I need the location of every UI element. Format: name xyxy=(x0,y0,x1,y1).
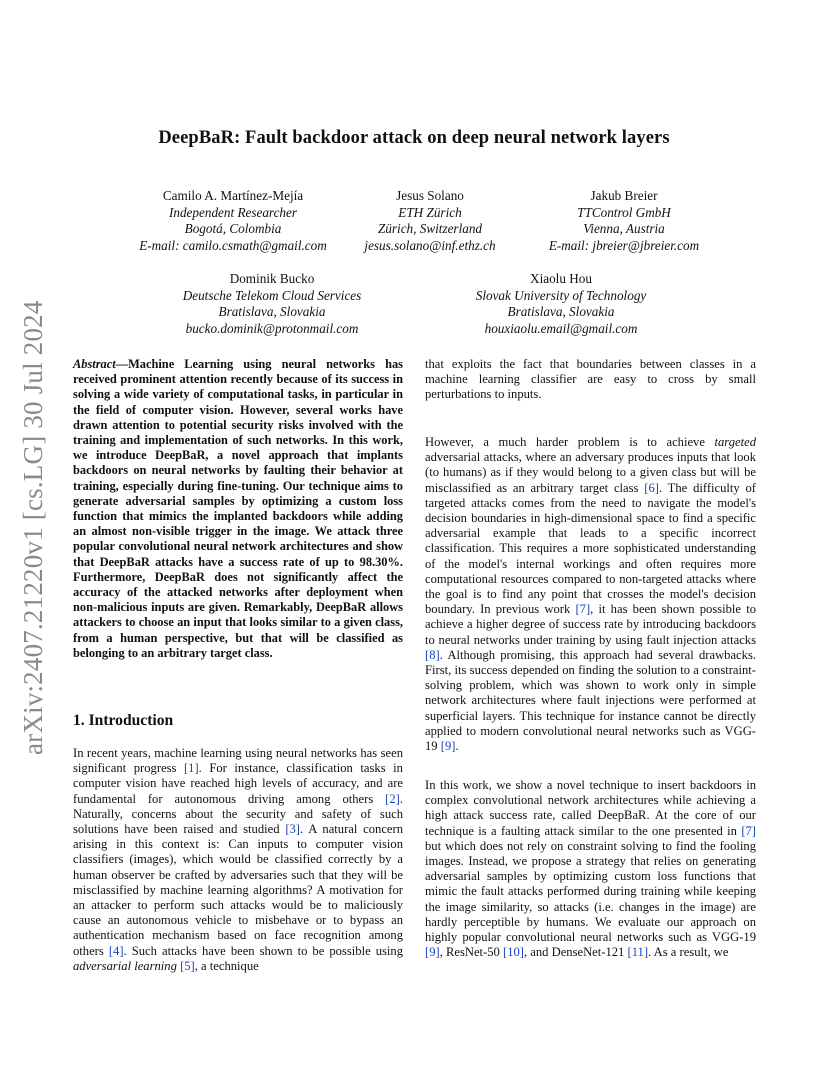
citation-link[interactable]: [9] xyxy=(425,945,440,960)
text-run: . Naturally, concerns about the security and safety of such solutions have been raised and studied xyxy=(73,791,403,837)
text-run: . For instance, classification tasks in computer vision have reached high levels of accuracy, and are fundamental for autonomous driving among others xyxy=(73,761,403,806)
paper-title: DeepBaR: Fault backdoor attack on deep neural network layers xyxy=(158,128,670,148)
citation-link[interactable]: [2] xyxy=(385,791,400,806)
text-run: adversarial attacks, where an adversary produces inputs that look (to humans) as if they would belong to a given class but will be misclassified as an arbitrary target class xyxy=(425,450,756,495)
text-run: , it has been shown possible to achieve a higher degree of success rate by introducing backdoors to neural networks under training by using fault injection attacks xyxy=(425,602,757,647)
right-paragraph-3 xyxy=(425,778,756,960)
citation-link[interactable]: [8] xyxy=(425,647,440,662)
text-run: that exploits the fact that boundaries between classes in a machine learning classifier are easy to cross by small perturbations to inputs. xyxy=(425,357,756,402)
text-run: . The difficulty of targeted attacks comes from the need to navigate the model's decision boundaries in high-dimensional space to find a specific adversarial example that leads to a specific incorrect classification. This requires a more sophisticated understanding of the model's internal workings and often requires more computational resources compared to non-targeted attacks where the goal is to find any point that crosses the model's decision boundary. In previous work xyxy=(425,480,757,617)
author-affiliation: Slovak University of Technology xyxy=(475,287,647,303)
abstract xyxy=(73,357,403,661)
citation-link[interactable]: [10] xyxy=(503,945,524,960)
abstract-label: Abstract xyxy=(73,357,116,371)
author-location: Zürich, Switzerland xyxy=(377,221,483,237)
abstract-text: —Machine Learning using neural networks has received prominent attention recently because of its success in solving a wide variety of computational tasks, in particular in the field of computer vision. However, several works have drawn attention to potential security risks involved with the training and implementation of such networks. In this work, we introduce DeepBaR, a novel approach that implants backdoors on neural networks by faulting their behavior at training, especially during fine-tuning. Our technique aims to generate adversarial samples by optimizing a custom loss function that mimics the implanted backdoors while adding an almost non-visible trigger in the image. We attack three popular convolutional neural network architectures and show that DeepBaR attacks have a success rate of up to 98.30%. Furthermore, DeepBaR does not significantly affect the accuracy of the attacked networks after deployment when non-malicious inputs are given. Remarkably, DeepBaR allows attackers to choose an input that looks similar to a given class, from a human perspective, but that will be classified as belonging to an arbitrary target class. xyxy=(73,357,403,660)
citation-link[interactable]: [1] xyxy=(183,761,199,776)
citation-link[interactable]: [11] xyxy=(627,945,649,960)
author-name: Jakub Breier xyxy=(590,188,658,203)
citation-link[interactable]: [5] xyxy=(180,958,195,973)
citation-link[interactable]: [3] xyxy=(285,822,300,837)
author-location: Bogotá, Colombia xyxy=(184,221,282,237)
arxiv-watermark: arXiv:2407.21220v1 [cs.LG] 30 Jul 2024 xyxy=(18,300,48,756)
citation-link[interactable]: [4] xyxy=(108,943,124,958)
citation-link[interactable]: [9] xyxy=(440,739,456,754)
author-location: Bratislava, Slovakia xyxy=(218,304,326,320)
author-email: E-mail: jbreier@jbreier.com xyxy=(548,237,700,253)
text-run: . As a result, we xyxy=(648,945,729,960)
text-run: , ResNet-50 xyxy=(439,945,503,960)
text-run: but which does not rely on constraint solving to find the fooling images. Instead, we propose a strategy that relies on generating adversarial samples by optimizing custom loss functions that mimic the fault attacks performed during training while keeping the image similarity, so attacks (i.e. changes in the image) are hardly perceptible by humans. We evaluate our approach on highly popular convolutional neural networks such as VGG-19 xyxy=(425,838,756,945)
emphasis: adversarial learning xyxy=(73,958,177,973)
author-email: E-mail: camilo.csmath@gmail.com xyxy=(139,237,327,253)
author-block xyxy=(524,188,724,254)
emphasis: targeted xyxy=(714,435,756,449)
author-affiliation: TTControl GmbH xyxy=(577,204,671,220)
text-run: In recent years, machine learning using neural networks has seen significant progress xyxy=(73,746,403,776)
author-name: Dominik Bucko xyxy=(229,271,315,286)
author-email: houxiaolu.email@gmail.com xyxy=(484,320,638,336)
text-run: . Such attacks have been shown to be possible using xyxy=(123,943,403,958)
text-run: In this work, we show a novel technique to insert backdoors in complex convolutional network architectures while achieving a high attack success rate, called DeepBaR. At the core of our technique is a faulting attack similar to the one presented in xyxy=(425,778,756,838)
text-run: , a technique xyxy=(194,958,259,973)
citation-link[interactable]: [6] xyxy=(644,480,659,495)
author-name: Camilo A. Martínez-Mejía xyxy=(162,188,304,203)
text-run: . A natural concern arising in this context is: Can inputs to computer vision classifiers (images), which would be classified correctly by a human observer be crafted by adversaries such that they will be misclassified by machine learning algorithms? A motivation for an attacker to perform such attacks would be to maliciously cause an autonomous vehicle to misbehave or to bypass an authentication mechanism based on face recognition among others xyxy=(73,822,403,958)
text-run: , and DenseNet-121 xyxy=(523,945,628,960)
right-paragraph-1 xyxy=(425,357,756,403)
author-block xyxy=(110,188,356,254)
citation-link[interactable]: [7] xyxy=(741,823,756,838)
text-run: . Although promising, this approach had several drawbacks. First, its success depended on finding the solution to a constraint-solving problem, which was shown to work only in simple network architectures where fault injections were performed at superficial layers. This technique for instance cannot be directly applied to modern convolutional neural networks such as VGG-19 xyxy=(425,647,756,754)
author-affiliation: Independent Researcher xyxy=(168,204,298,220)
author-email: bucko.dominik@protonmail.com xyxy=(185,320,359,336)
author-block xyxy=(456,271,666,337)
author-location: Bratislava, Slovakia xyxy=(507,304,615,320)
author-block xyxy=(160,271,384,337)
text-run: However, a much harder problem is to achieve xyxy=(425,435,715,449)
author-block xyxy=(336,188,524,254)
author-location: Vienna, Austria xyxy=(583,221,665,237)
author-affiliation: ETH Zürich xyxy=(398,204,462,220)
author-name: Xiaolu Hou xyxy=(530,271,592,286)
citation-link[interactable]: [7] xyxy=(575,602,591,617)
right-paragraph-2 xyxy=(425,435,756,754)
section-heading: 1. Introduction xyxy=(73,712,174,729)
author-name: Jesus Solano xyxy=(396,188,464,203)
author-affiliation: Deutsche Telekom Cloud Services xyxy=(182,287,362,303)
author-email: jesus.solano@inf.ethz.ch xyxy=(364,237,496,253)
text-run: . xyxy=(455,739,459,754)
intro-paragraph xyxy=(73,746,403,974)
